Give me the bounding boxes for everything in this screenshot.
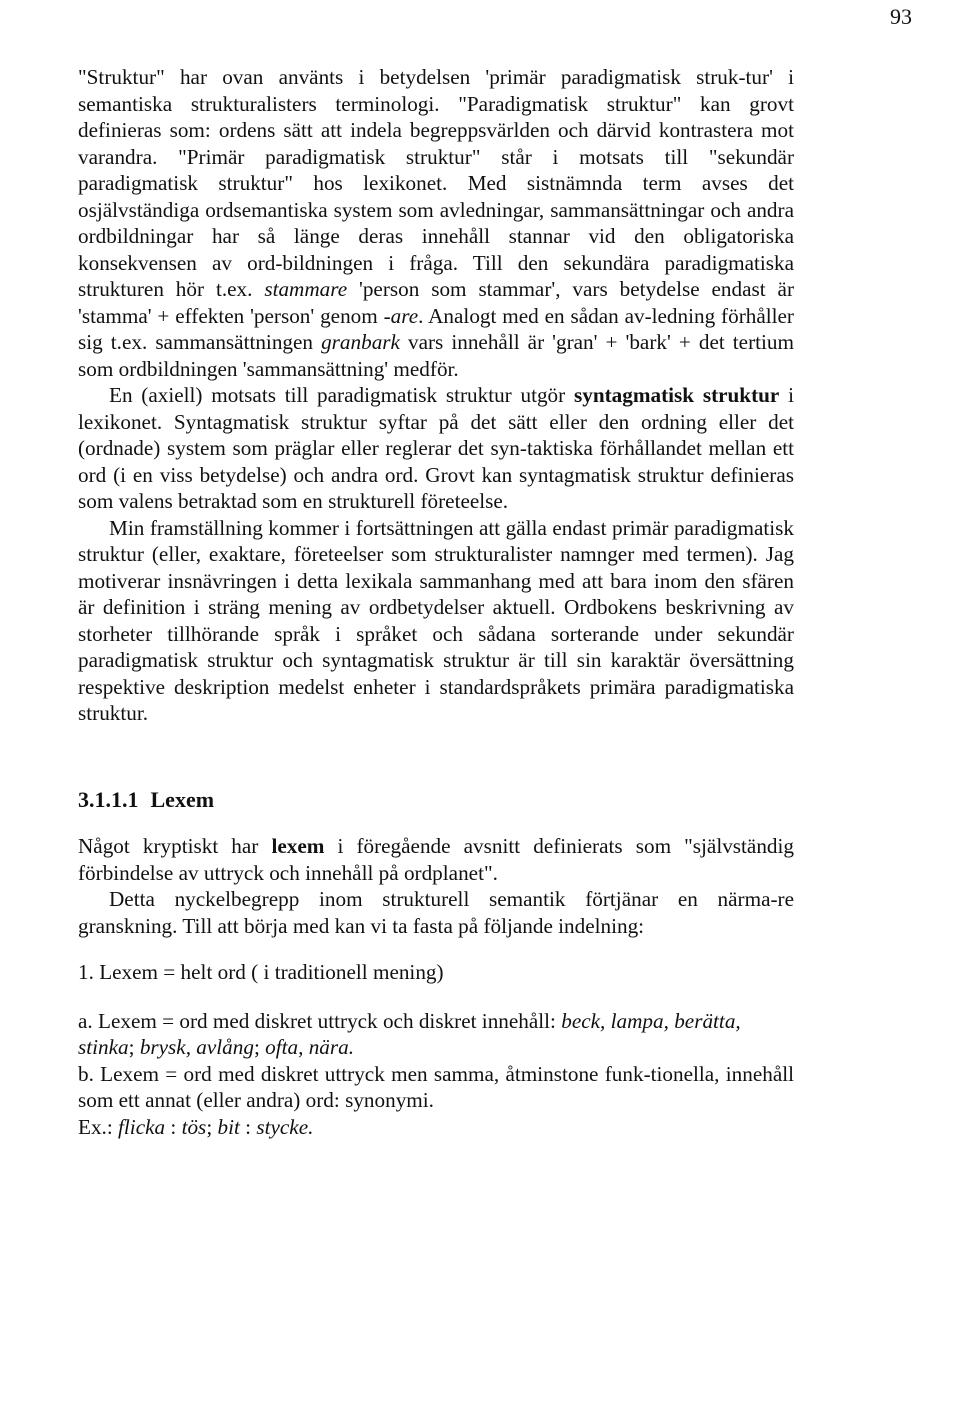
example-word: flicka (118, 1114, 166, 1139)
example-suffix: -are (383, 303, 419, 328)
text-span: : (165, 1114, 182, 1139)
text-span: a. Lexem = ord med diskret uttryck och diskret innehåll: (78, 1008, 562, 1033)
paragraph-lexem (78, 833, 794, 886)
text-span: i lexikonet. Syntagmatisk struktur syftar på det sätt eller den ordning eller det (ordnade) system som präglar eller reglerar det syn-taktiska förhållandet mellan ett ord (i en viss betydelse) och andra ord. Grovt kan syntagmatisk struktur definieras som valens betraktad som en strukturell företeelse. (78, 383, 794, 513)
example-word: bit (217, 1114, 240, 1139)
paragraph-struktur (78, 64, 794, 382)
paragraph-syntagmatisk (78, 382, 794, 515)
example-words: ofta, nära. (265, 1035, 355, 1059)
list-item-1: 1. Lexem = helt ord ( i traditionell mening) (78, 960, 444, 984)
list-item-a (78, 1008, 794, 1061)
page-number: 93 (890, 4, 912, 29)
text-span: i föregående avsnitt definierats som "självständig förbindelse av uttryck och innehåll på ordplanet". (78, 834, 795, 885)
term-bold: syntagmatisk struktur (573, 383, 780, 407)
text-span: ; (128, 1035, 140, 1059)
term-bold: lexem (271, 834, 325, 858)
example-words: brysk, avlång (139, 1035, 254, 1059)
example-word: stycke. (256, 1114, 314, 1139)
example-label: Ex.: (78, 1114, 119, 1139)
text-span: 'person som stammar', vars betydelse endast är 'stamma' + effekten 'person' genom (78, 277, 794, 328)
text-span: ; (253, 1035, 266, 1059)
paragraph-nyckelbegrepp: Detta nyckelbegrepp inom strukturell semantik förtjänar en närma-re granskning. Till att börja med kan vi ta fasta på följande indelning: (78, 887, 794, 938)
paragraph-framstallning: Min framställning kommer i fortsättningen att gälla endast primär paradigmatisk struktur (eller, exaktare, företeelser som strukturalister namnger med termen). Jag motiverar insnävringen i detta lexikala sammanhang med att bara inom den sfären är definition i sträng mening av ordbetydelser aktuell. Ordbokens beskrivning av storheter tillhörande språk i språket och sådana sorterande under sekundär paradigmatisk struktur och syntagmatisk struktur är till sin karaktär översättning respektive deskription medelst enheter i standardspråkets primära paradigmatiska struktur. (78, 515, 794, 725)
text-span: vars innehåll är 'gran' + 'bark' + det tertium som ordbildningen 'sammansättning' medför. (78, 330, 794, 381)
text-span: Något kryptiskt har (78, 834, 272, 858)
page-body (78, 64, 794, 1140)
list-item-b: b. Lexem = ord med diskret uttryck men samma, åtminstone funk-tionella, innehåll som ett annat (eller andra) ord: synonymi. (78, 1061, 794, 1112)
example-words: beck, lampa, berätta, stinka (78, 1008, 741, 1059)
example-line (78, 1114, 794, 1141)
example-word: tös (181, 1114, 207, 1139)
example-word: stammare (264, 277, 348, 301)
text-span: . Analogt med en sådan av-ledning förhåller sig t.ex. sammansättningen (78, 303, 794, 354)
section-number: 3.1.1.1 (78, 786, 139, 812)
text-span: : (239, 1114, 257, 1139)
section-title: Lexem (150, 786, 215, 812)
example-word: granbark (321, 330, 400, 354)
text-span: En (axiell) motsats till paradigmatisk struktur utgör (109, 383, 574, 407)
text-span: "Struktur" har ovan använts i betydelsen 'primär paradigmatisk struk-tur' i semantiska strukturalisters terminologi. "Paradigmatisk struktur" kan grovt definieras som: ordens sätt att indela begreppsvärlden och därvid kontrastera mot varandra. "Primär paradigmatisk struktur" står i motsats till "sekundär paradigmatisk struktur" hos lexikonet. Med sistnämnda term avses det osjälvständiga ordsemantiska system som avledningar, sammansättningar och andra ordbildningar har så länge deras innehåll stannar vid den obligatoriska konsekvensen av ord-bildningen i fråga. Till den sekundära paradigmatiska strukturen hör t.ex. (78, 65, 794, 301)
text-span: ; (206, 1114, 218, 1139)
section-heading (78, 787, 794, 814)
lexem-list (78, 959, 794, 1140)
